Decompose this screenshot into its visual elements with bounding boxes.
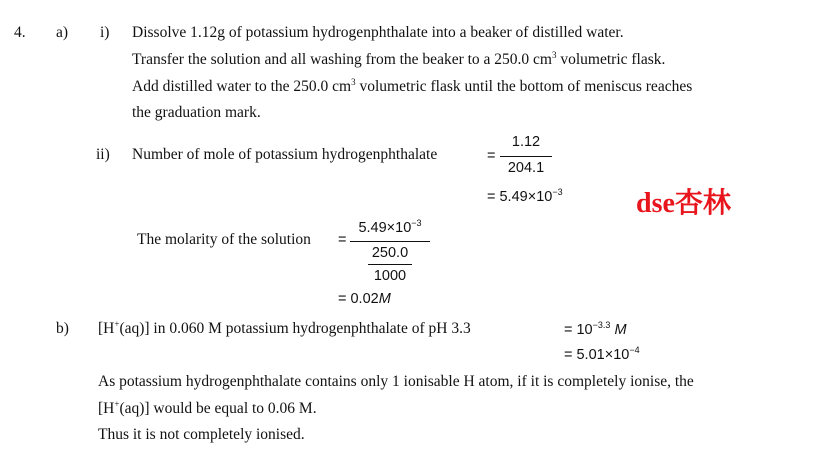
inner-fraction-bar: [368, 264, 412, 265]
line: Add distilled water to the 250.0 $cm^3$ volumetric flask until the bottom of meniscus reaches: [132, 76, 693, 95]
equals-sign: =: [338, 232, 347, 248]
moles-result: = $5.49\times 10^{-3}$: [487, 187, 563, 205]
line: Transfer the solution and all washing from the beaker to a 250.0 $cm^3$ volumetric flask.: [132, 49, 666, 68]
explanation-line: [H+(aq)] would be equal to 0.06 M.: [98, 398, 317, 417]
conclusion-line: Thus it is not completely ionised.: [98, 426, 305, 443]
explanation-line: As potassium hydrogenphthalate contains only 1 ionisable H atom, if it is completely ionise, the: [98, 373, 694, 390]
numerator: $5.49\times 10^{-3}$: [358, 218, 422, 236]
part-a-ii-label: ii): [96, 146, 110, 163]
denominator: 204.1: [507, 160, 545, 176]
part-a-i-label: i): [100, 24, 110, 41]
moles-statement: Number of mole of potassium hydrogenphthalate: [132, 146, 438, 163]
molarity-result: = 0.02M: [338, 291, 391, 307]
equals-sign: =: [487, 148, 496, 164]
h-ion-result-1: = $10^{-3.3}$ M: [564, 320, 627, 338]
line: Dissolve 1.12g of potassium hydrogenphthalate into a beaker of distilled water.: [132, 24, 624, 41]
question-number: 4.: [14, 24, 26, 41]
numerator: 1.12: [511, 134, 541, 150]
inner-numerator: 250.0: [371, 245, 409, 261]
fraction-bar: [350, 241, 430, 242]
molarity-statement: The molarity of the solution: [137, 231, 311, 248]
line: the graduation mark.: [132, 104, 261, 121]
part-b-label: b): [56, 320, 69, 337]
inner-denominator: 1000: [373, 268, 407, 284]
h-ion-result-2: = $5.01\times 10^{-4}$: [564, 345, 640, 363]
watermark-logo: dse杏林: [636, 188, 731, 219]
fraction-bar: [500, 156, 552, 157]
h-ion-statement: [H+(aq)] in 0.060 M potassium hydrogenphthalate of pH 3.3: [98, 318, 471, 337]
part-a-label: a): [56, 24, 69, 41]
